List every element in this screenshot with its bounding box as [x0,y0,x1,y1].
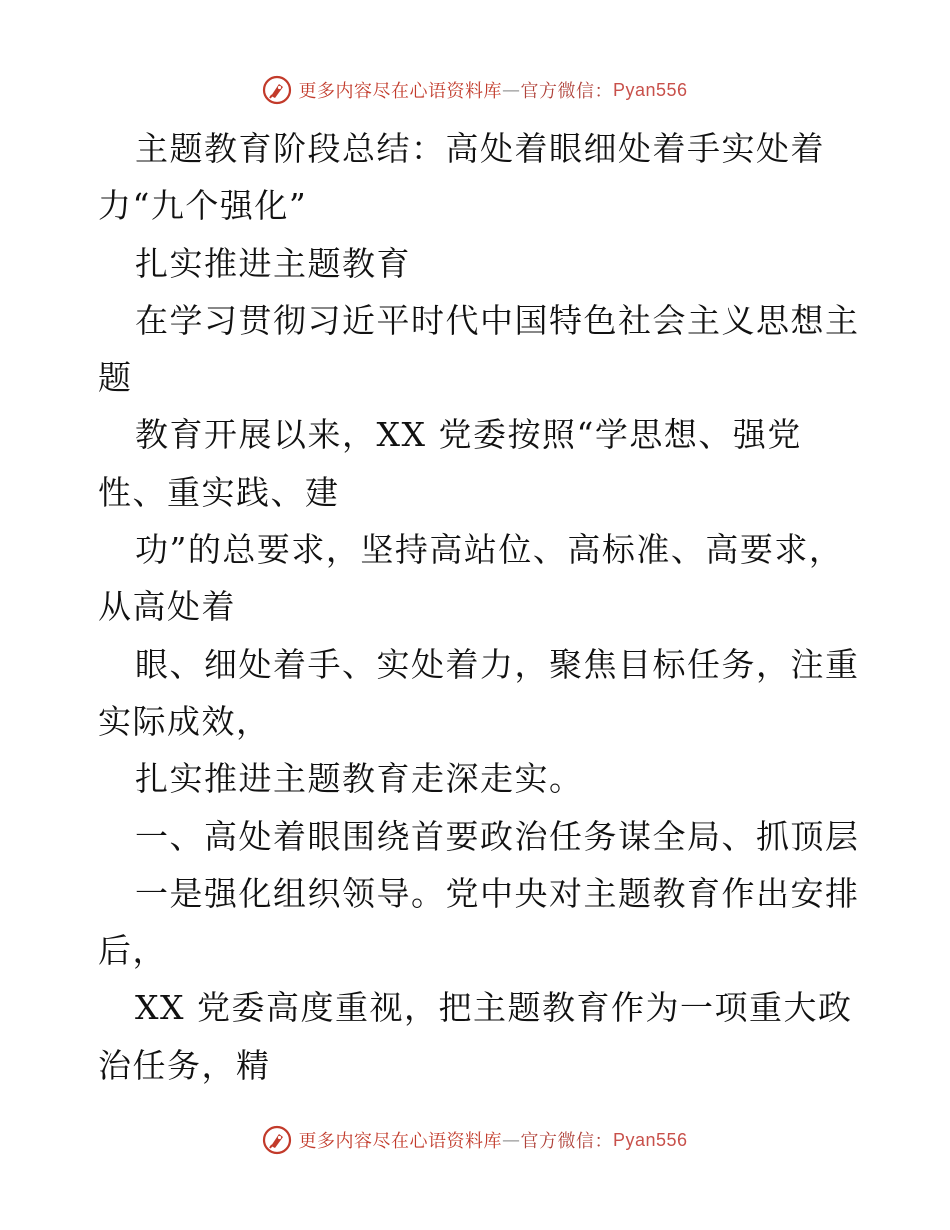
paragraph-line: XX 党委高度重视，把主题教育作为一项重大政 [135,988,853,1028]
watermark-dash: — [501,1129,521,1151]
pen-nib-icon [262,75,292,105]
title-line-2: 力“九个强化” [98,186,308,226]
paragraph-line: 扎实推进主题教育走深走实。 [135,759,584,799]
paragraph-line: 功”的总要求，坚持高站位、高标准、高要求， [135,530,844,570]
paragraph-line: 一是强化组织领导。党中央对主题教育作出安排 [135,873,860,913]
watermark-handle: Pyan556 [612,1129,688,1150]
watermark-text: 更多内容尽在心语资料库 [298,81,502,102]
paragraph-line: 在学习贯彻习近平时代中国特色社会主义思想主 [135,300,860,340]
watermark-wechat-label: 官方微信： [520,1131,613,1152]
paragraph-line: 题 [98,358,133,398]
section-heading: 一、高处着眼围绕首要政治任务谋全局、抓顶层 [135,816,860,856]
paragraph-line: 实际成效， [98,701,271,741]
watermark-wechat-label: 官方微信： [520,81,613,102]
watermark-dash: — [501,79,521,101]
document-body [98,120,858,1094]
footer-watermark [0,1120,950,1160]
watermark-handle: Pyan556 [612,79,688,100]
paragraph-line: 治任务，精 [98,1045,271,1085]
paragraph-line: 从高处着 [98,587,236,627]
watermark-text: 更多内容尽在心语资料库 [298,1131,502,1152]
paragraph-line: 教育开展以来，XX 党委按照“学思想、强党 [135,415,802,455]
paragraph-line: 眼、细处着手、实处着力，聚焦目标任务，注重 [135,644,860,684]
pen-nib-icon [262,1125,292,1155]
paragraph-line: 性、重实践、建 [98,472,340,512]
subtitle-line: 扎实推进主题教育 [135,243,411,283]
header-watermark [0,70,950,110]
paragraph-line: 后， [98,931,167,971]
title-line-1: 主题教育阶段总结：高处着眼细处着手实处着 [135,129,825,168]
